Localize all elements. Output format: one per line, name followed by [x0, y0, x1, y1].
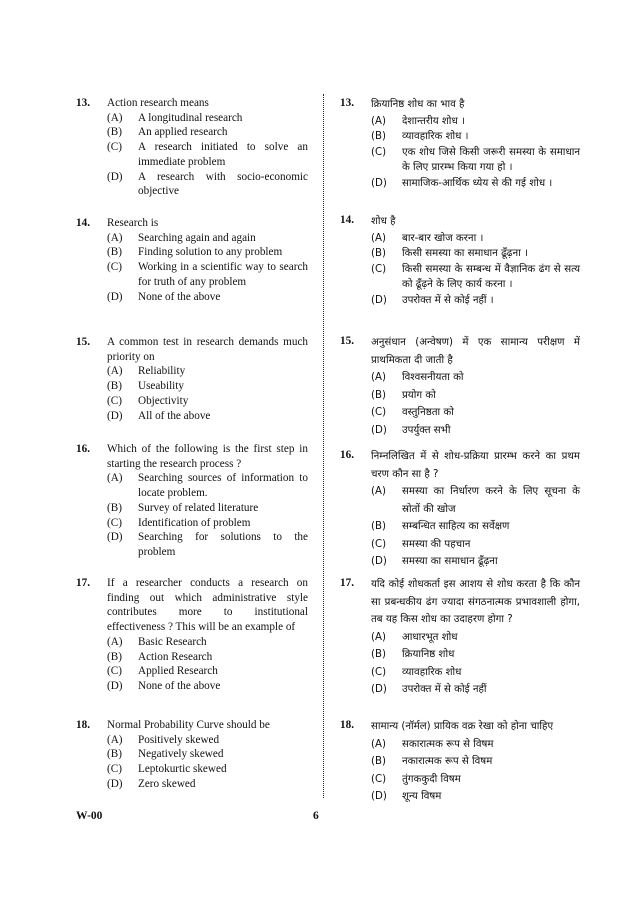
option-letter: (C) [371, 146, 387, 158]
option-letter: (A) [107, 111, 123, 124]
answer-option [371, 664, 580, 682]
option-letter: (B) [371, 756, 386, 767]
question-number: 14. [340, 214, 354, 226]
question-number: 17. [340, 577, 354, 589]
question-stem: Normal Probability Curve should be [107, 719, 270, 731]
question-14 [340, 213, 580, 308]
question-16 [76, 442, 308, 560]
column-divider [323, 94, 324, 798]
answer-option [371, 788, 580, 806]
answer-option [371, 262, 580, 293]
option-letter: (C) [371, 407, 387, 418]
answer-option [107, 679, 308, 694]
option-text: विश्वसनीयता को [402, 372, 464, 383]
option-letter: (C) [371, 666, 387, 678]
option-text: प्रयोग को [402, 389, 436, 401]
question-stem: Which of the following is the first step in starting the research process ? [107, 443, 308, 470]
option-text: Positively skewed [138, 733, 220, 746]
answer-option [371, 387, 580, 405]
option-letter: (D) [371, 684, 387, 695]
answer-option [371, 483, 580, 518]
option-text: A research initiated to solve an immediate problem [138, 141, 308, 168]
question-stem: Research is [107, 217, 159, 229]
option-letter: (D) [107, 170, 123, 183]
question-15 [76, 335, 308, 423]
page-number: 6 [313, 810, 319, 822]
option-letter: (D) [371, 294, 387, 306]
option-text: Useability [138, 380, 184, 393]
option-letter: (A) [107, 635, 123, 648]
question-18 [76, 718, 308, 792]
option-letter: (C) [107, 665, 122, 678]
answer-option [371, 114, 580, 130]
option-letter: (C) [371, 538, 387, 550]
option-letter: (B) [371, 248, 386, 259]
option-letter: (A) [107, 365, 123, 378]
answer-option [371, 646, 580, 664]
option-letter: (B) [107, 748, 122, 761]
option-text: None of the above [138, 290, 221, 303]
option-text: None of the above [138, 679, 221, 692]
question-16 [340, 448, 580, 571]
option-text: शून्य विषम [402, 791, 442, 802]
answer-option [107, 140, 308, 169]
answer-option [107, 733, 308, 748]
answer-option [371, 404, 580, 422]
option-text: व्यावहारिक शोध [402, 666, 462, 678]
option-letter: (C) [107, 141, 122, 154]
question-number: 17. [76, 577, 90, 589]
option-text: Survey of related literature [138, 501, 259, 514]
answer-option [371, 771, 580, 789]
answer-option [371, 629, 580, 647]
question-stem: क्रियानिष्ठ शोध का भाव है [371, 99, 465, 110]
question-number: 15. [76, 336, 90, 348]
answer-option [107, 260, 308, 289]
option-text: Searching sources of information to locate problem. [138, 472, 308, 500]
option-text: A research with socio-economic objective [138, 170, 308, 198]
option-text: उपरोक्त में से कोई नहीं । [402, 294, 494, 306]
question-stem: If a researcher conducts a research on finding out which administrative style contributes more to institutional effectiveness ? This will be an example of [107, 577, 308, 634]
answer-option [371, 536, 580, 554]
option-text: उपरोक्त में से कोई नहीं [402, 684, 487, 695]
option-letter: (B) [107, 501, 122, 514]
answer-option [371, 293, 580, 309]
option-text: A longitudinal research [138, 111, 243, 124]
question-18 [340, 718, 580, 806]
answer-option [371, 369, 580, 387]
option-letter: (C) [107, 394, 122, 407]
answer-option [107, 379, 308, 394]
option-text: एक शोध जिसे किसी जरूरी समस्या के समाधान के लिए प्रारम्भ किया गया हो । [402, 146, 580, 173]
answer-option [107, 245, 308, 260]
question-stem: निम्नलिखित में से शोध-प्रक्रिया प्रारम्भ करने का प्रथम चरण कौन सा है ? [371, 451, 580, 480]
answer-option [107, 231, 308, 246]
option-text: Basic Research [138, 635, 207, 648]
question-number: 16. [76, 443, 90, 455]
answer-option [107, 111, 308, 126]
option-letter: (C) [107, 516, 122, 529]
answer-option [371, 145, 580, 176]
option-text: Action Research [138, 650, 213, 663]
option-letter: (D) [107, 409, 123, 422]
question-17 [76, 576, 308, 694]
option-letter: (D) [371, 791, 387, 802]
question-stem: A common test in research demands much priority on [107, 336, 308, 363]
option-text: Objectivity [138, 394, 189, 407]
option-text: किसी समस्या का समाधान ढूँढ़ना । [402, 248, 528, 259]
option-letter: (D) [371, 424, 387, 436]
question-number: 13. [340, 97, 354, 109]
option-text: Working in a scientific way to search for truth of any problem [138, 261, 308, 288]
option-letter: (A) [371, 115, 386, 127]
option-text: तुंगककुदी विषम [402, 773, 461, 785]
question-stem: Action research means [107, 97, 209, 109]
option-letter: (B) [371, 389, 386, 401]
option-text: बार-बार खोज करना । [402, 232, 484, 244]
option-text: An applied research [138, 126, 228, 139]
answer-option [107, 635, 308, 650]
question-14 [76, 216, 308, 304]
option-letter: (C) [371, 263, 387, 275]
option-letter: (C) [107, 261, 122, 274]
question-13 [340, 96, 580, 191]
answer-option [371, 518, 580, 536]
option-letter: (A) [371, 738, 386, 750]
question-15 [340, 334, 580, 439]
option-text: Identification of problem [138, 516, 251, 529]
question-stem: शोध है [371, 216, 396, 227]
answer-option [371, 176, 580, 192]
option-text: Negatively skewed [138, 748, 224, 761]
answer-option [107, 364, 308, 379]
answer-option [107, 777, 308, 792]
option-letter: (A) [107, 472, 123, 485]
option-letter: (D) [107, 531, 123, 544]
option-text: Zero skewed [138, 777, 196, 790]
option-letter: (C) [371, 773, 387, 785]
answer-option [107, 762, 308, 777]
answer-option [107, 501, 308, 516]
option-text: सामाजिक-आर्थिक ध्येय से की गई शोध । [402, 177, 553, 189]
question-stem: यदि कोई शोधकर्ता इस आशय से शोध करता है कि कौन सा प्रबन्धकीय ढंग ज्यादा संगठनात्मक प्रभावशाली होगा, तब यह किस शोध का उदाहरण होगा ? [371, 579, 580, 625]
option-letter: (C) [107, 763, 122, 776]
option-letter: (D) [371, 177, 387, 189]
question-13 [76, 96, 308, 199]
option-letter: (A) [371, 631, 386, 643]
option-text: नकारात्मक रूप से विषम [402, 756, 493, 767]
option-text: व्यावहारिक शोध । [402, 131, 469, 142]
answer-option [371, 736, 580, 754]
answer-option [107, 530, 308, 559]
option-text: समस्या का समाधान ढूँढ़ना [402, 556, 498, 567]
question-number: 13. [76, 97, 90, 109]
answer-option [107, 170, 308, 199]
option-text: देशान्तरीय शोध । [402, 115, 465, 127]
answer-option [107, 664, 308, 679]
answer-option [107, 516, 308, 531]
option-letter: (B) [371, 131, 386, 142]
option-letter: (B) [107, 246, 122, 259]
answer-option [371, 422, 580, 440]
option-text: क्रियानिष्ठ शोध [402, 649, 455, 660]
answer-option [371, 753, 580, 771]
option-text: किसी समस्या के सम्बन्ध में वैज्ञानिक ढंग से सत्य को ढूँढ़ने के लिए कार्य करना । [402, 263, 580, 290]
answer-option [107, 394, 308, 409]
option-text: सम्बन्धित साहित्य का सर्वेक्षण [402, 521, 510, 532]
answer-option [107, 471, 308, 500]
option-letter: (B) [371, 521, 386, 532]
option-letter: (A) [371, 486, 386, 497]
option-text: Finding solution to any problem [138, 246, 283, 259]
option-letter: (B) [107, 650, 122, 663]
option-text: उपर्युक्त सभी [402, 424, 451, 436]
question-number: 15. [340, 335, 354, 347]
option-text: समस्या की पहचान [402, 538, 471, 550]
question-number: 18. [340, 719, 354, 731]
option-text: सकारात्मक रूप से विषम [402, 738, 494, 750]
option-letter: (A) [371, 372, 386, 383]
option-letter: (D) [371, 556, 387, 567]
answer-option [107, 747, 308, 762]
option-letter: (B) [371, 649, 386, 660]
question-stem: सामान्य (नॉर्मल) प्रायिक वक्र रेखा को होना चाहिए [371, 721, 554, 732]
question-17 [340, 576, 580, 699]
option-text: समस्या का निर्धारण करने के लिए सूचना के स्रोतों की खोज [402, 486, 580, 515]
option-text: All of the above [138, 409, 211, 422]
answer-option [371, 246, 580, 262]
answer-option [371, 553, 580, 571]
answer-option [107, 290, 308, 305]
answer-option [107, 650, 308, 665]
option-text: वस्तुनिष्ठता को [402, 407, 454, 418]
question-number: 16. [340, 449, 354, 461]
answer-option [371, 129, 580, 145]
option-text: Searching again and again [138, 231, 256, 244]
answer-option [371, 681, 580, 699]
option-text: Reliability [138, 365, 186, 378]
option-letter: (B) [107, 126, 122, 139]
option-letter: (D) [107, 679, 123, 692]
option-text: Searching for solutions to the problem [138, 531, 308, 558]
option-letter: (A) [371, 232, 386, 244]
paper-code: W-00 [76, 810, 103, 822]
option-text: Leptokurtic skewed [138, 763, 227, 776]
question-number: 18. [76, 719, 90, 731]
option-letter: (D) [107, 290, 123, 303]
option-letter: (A) [107, 231, 123, 244]
answer-option [107, 125, 308, 140]
option-letter: (A) [107, 733, 123, 746]
question-stem: अनुसंधान (अन्वेषण) में एक सामान्य परीक्षण में प्राथमिकता दी जाती है [371, 337, 580, 366]
option-letter: (D) [107, 777, 123, 790]
answer-option [107, 409, 308, 424]
option-text: आधारभूत शोध [402, 631, 458, 643]
option-letter: (B) [107, 380, 122, 393]
question-number: 14. [76, 217, 90, 229]
answer-option [371, 231, 580, 247]
option-text: Applied Research [138, 665, 218, 678]
